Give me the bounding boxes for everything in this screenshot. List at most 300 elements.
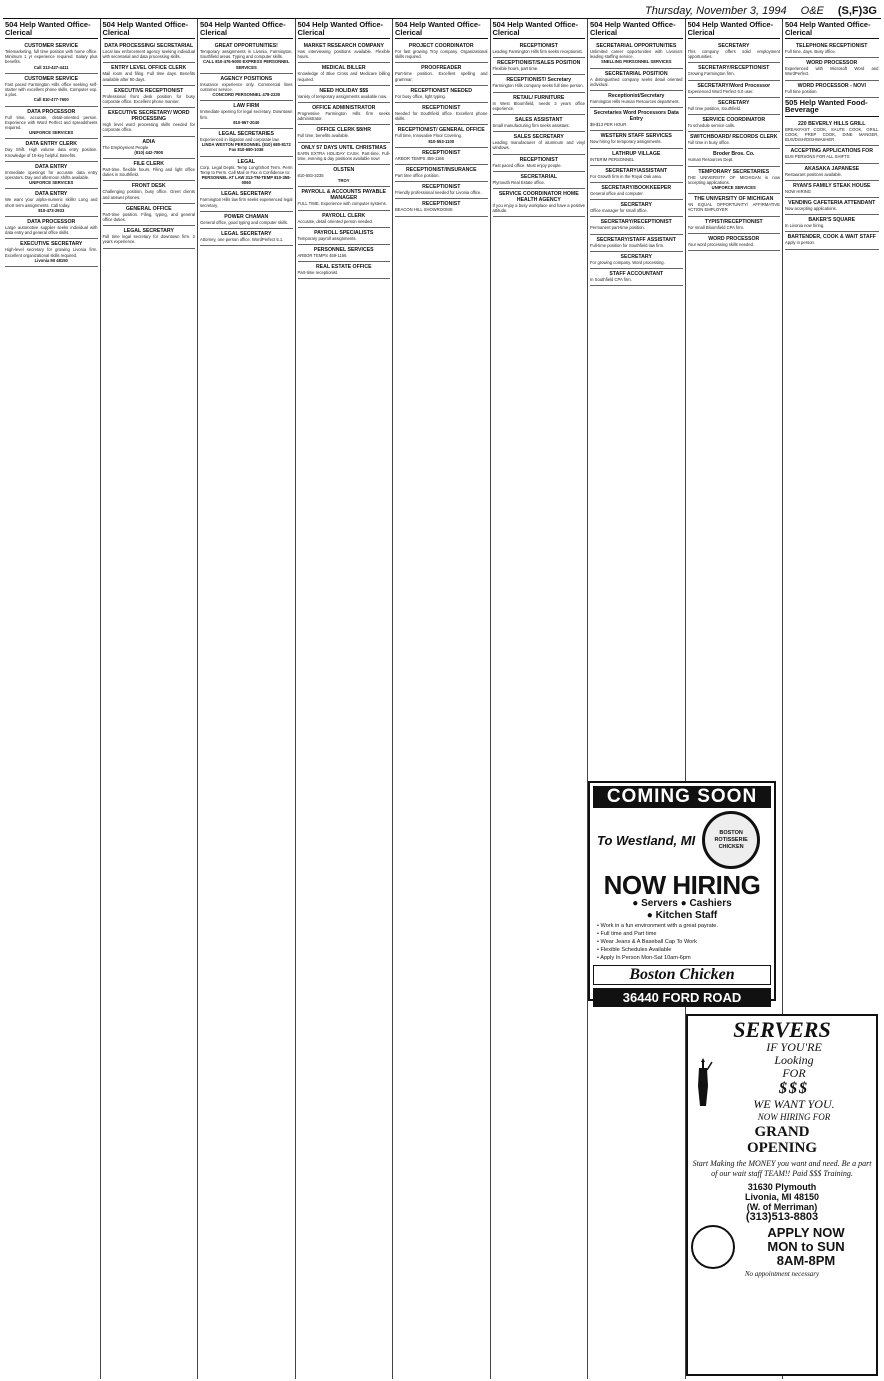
if-youre-text: IF YOU'RE [766,1040,822,1054]
ad-body: Accurate, detail oriented person needed. [297,218,373,224]
ad-body: In Southfield CPA firm. [590,277,632,283]
classified-ad [493,155,586,172]
ad-title: RECEPTIONIST/ GENERAL OFFICE [397,127,485,134]
classified-ad [5,139,98,161]
ad-body: The Employment People [102,144,149,150]
address-line-1: 31630 Plymouth [747,1182,817,1192]
ad-title: BARTENDER, COOK & WAIT STAFF [787,234,876,241]
ad-body: This company offers solid employment opportunities. [687,49,780,60]
classified-ad [785,81,879,98]
ad-body: BEACON HILL SHOWROOMS [395,207,453,213]
ad-body: Full time position. [785,88,818,94]
ad-title: ACCEPTING APPLICATIONS FOR [790,148,873,155]
ad-body: If you enjoy a busy workplace and have a positive attitude. [492,203,585,214]
hours-text: 8AM-8PM [776,1253,836,1268]
ad-body: Variety of temporary assignments available now. [297,93,388,99]
ad-contact: CONCORD PERSONNEL 478-2230 [212,92,281,98]
classified-ad [298,125,391,142]
classified-ad [298,86,391,103]
ad-title: PROJECT COORDINATOR [408,43,474,49]
benefit-item: • Flexible Schedules Available [597,947,672,953]
classified-ad [395,86,488,103]
ad-title: RECEPTIONIST/INSURANCE [405,167,477,174]
classified-ad [103,86,196,108]
classified-ad [395,182,488,199]
classified-ad [590,269,683,286]
classified-ad [493,132,586,154]
ad-body: Farmington Hills Human Resources department. [590,99,680,105]
classified-ad [590,217,683,234]
column-9-listings [785,20,879,640]
classified-ad [590,200,683,217]
benefit-item: • Full time and Part time [597,931,657,937]
ad-title: TYPIST/RECEPTIONIST [704,218,763,225]
logo-text: BOSTON ROTISSERIE CHICKEN [714,829,748,850]
classified-ad [200,74,293,102]
classified-ad [785,164,879,181]
classified-ad [590,108,683,131]
ad-title: AKASAKA JAPANESE [804,165,860,172]
ad-title: MEDICAL BILLER [321,65,366,72]
ad-title: OLSTEN [333,167,355,174]
ad-body: Challenging position, busy office. Greet clients and answer phones. [102,189,195,200]
column-2 [101,19,199,1379]
ad-body: Experienced with Microsoft Word and WordPerfect. [785,66,879,77]
ad-body: $9-$13 PER HOUR [590,122,627,128]
classified-ad [103,63,196,85]
column-5 [393,19,491,1379]
ad-title: PERSONNEL SERVICES [313,247,374,254]
masthead-date: Thursday, November 3, 1994 [644,5,787,17]
ad-body: ARBOR TEMPS 459-1166 [395,155,444,161]
ad-body: Office manager for small office. [590,208,648,214]
ad-body: Human Resources Dept. [687,157,734,163]
ad-body: General office, good typing and computer skills. [200,219,289,225]
no-appointment-note: No appointment necessary [744,1270,820,1278]
ad-body: Full time, Innovative Floor Covering. [395,133,463,139]
classified-ad [200,129,293,157]
ad-title: TEMPORARY SECRETARIES [698,168,770,175]
ad-contact: SNELLING PERSONNEL SERVICES [600,59,672,65]
ad-body: High-level secretary for growing Livonia firm. Excellent organizational skills required. [5,247,98,258]
boston-chicken-logo-icon [702,811,760,869]
classified-ad [200,212,293,229]
now-hiring-heading: NOW HIRING [603,870,761,900]
classified-ad [785,181,879,198]
classified-ad [395,63,488,85]
ad-body: Immediate opening for legal secretary. Downtown firm. [200,109,293,120]
classified-ad [103,204,196,226]
classified-ad [298,165,391,187]
classified-ad [493,172,586,189]
masthead-paper: O&E [800,5,824,17]
classified-ad [5,41,98,74]
classified-ad [298,262,391,279]
classified-ad [200,157,293,190]
ad-title: Secretaries Word Processors Data Entry [593,110,679,123]
category-header: 504 Help Wanted Office-Clerical [5,20,98,39]
column-1 [3,19,101,1379]
classified-ad [103,137,196,159]
ad-body: THE UNIVERSITY OF MICHIGAN is now accepting applications. [687,174,780,185]
ad-body: Part time office position. [395,173,440,179]
money-text: $$$ [779,1080,809,1097]
ad-title: SECRETARIAL OPPORTUNITIES [596,43,677,49]
classified-ad [200,101,293,129]
column-4 [296,19,394,1379]
looking-text: Looking [774,1053,814,1067]
ad-body: Temporary assignments in Livonia, Farmington, Southfield areas. Typing and computer skills. [200,49,293,60]
ad-title: GENERAL OFFICE [125,205,172,212]
ad-title: SALES ASSISTANT [514,117,563,124]
ad-body: To schedule service calls. [687,123,735,129]
ad-title: DATA ENTRY [35,163,68,170]
ad-title: LATHRUP VILLAGE [612,150,661,157]
for-text: FOR [782,1066,806,1080]
ad-title: SECRETARY [620,202,652,209]
ad-title: WORD PROCESSOR [806,60,858,67]
classified-ad [395,199,488,216]
role-servers: ● Servers ● Cashiers [632,898,732,909]
ad-title: SALES SECRETARY [513,134,564,141]
ad-title: THE UNIVERSITY OF MICHIGAN [694,196,774,203]
classified-ad [590,183,683,200]
ad-body: EARN EXTRA HOLIDAY CASH. Part-time, Full-time, evening & day positions available now! [297,150,390,161]
ad-body: NOW HIRING [785,188,812,194]
address-line-3: (W. of Merriman) [746,1202,818,1212]
ad-contact: 810-967-2040 [233,119,260,125]
ad-title: DATA PROCESSING/ SECRETARIAL [104,43,194,49]
classified-ad [785,58,879,80]
ad-body: Full time legal secretary for downtown firm. 2 years experience. [102,234,195,245]
ad-title: RECEPTIONIST NEEDED [410,87,472,94]
column-7-listings [590,20,683,790]
ad-body: Professional front desk position for busy corporate office. Excellent phone manner. [102,93,195,105]
classified-ad [493,93,586,115]
ad-title: PROOFREADER [421,65,462,72]
ad-body: Part-time receptionist. [297,270,339,276]
now-hiring-for-text: NOW HIRING FOR [757,1112,831,1122]
category-header: 504 Help Wanted Office-Clerical [200,20,293,39]
ad-body: Restaurant positions available. [785,171,843,177]
classified-ad [493,41,586,58]
ad-title: MARKET RESEARCH COMPANY [303,43,384,49]
ad-title: ENTRY LEVEL OFFICE CLERK [111,65,187,72]
ad-title: LAW FIRM [233,103,260,110]
ad-body: A distinguished company seeks detail oriented individual. [590,76,683,87]
classified-ad [298,63,391,85]
ad-body: Attorney, one person office. WordPerfect 5.1. [200,237,284,243]
restaurant-logo-icon [691,1225,735,1269]
classified-ad [688,132,781,149]
classified-ad [688,81,781,98]
ad-body: Now hiring for temporary assignments. [590,139,662,145]
ad-title: SECRETARY/Word Processor [697,82,771,89]
classified-ad [298,103,391,125]
ad-title: OFFICE CLERK $8/HR [316,127,371,134]
benefit-item: • Work in a fun environment with a great payrate. [597,923,718,929]
masthead-section: (S,F)3G [837,5,877,17]
classified-ad [590,166,683,183]
ad-contact: 810-473-2933 [38,207,65,213]
classified-ad [688,167,781,195]
location-text: To Westland, MI [597,832,696,848]
apply-now-text: APPLY NOW [767,1225,845,1240]
ad-body: Full time, accurate, detail-oriented person. Experience with Word Perfect and spreadsheets required. [5,114,98,131]
ad-body: For busy office, light typing. [395,93,446,99]
ad-title: SECRETARIAL POSITION [604,70,668,77]
classified-ad [688,115,781,132]
classified-ad [785,215,879,232]
ad-title: DATA PROCESSOR [27,219,76,226]
ad-title: GREAT OPPORTUNITIES! [214,43,278,49]
classified-ad [590,149,683,166]
ad-title: VENDING CAFETERIA ATTENDANT [788,200,876,207]
category-header: 504 Help Wanted Office-Clerical [590,20,683,39]
ad-contact: UNIFORCE SERVICES [29,180,74,186]
ad-title: AGENCY POSITIONS [220,75,273,82]
ad-body: Local law enforcement agency seeking individual with secretarial and data processing skills. [102,49,195,60]
classified-ad [688,194,781,216]
ad-title: LEGAL SECRETARIES [218,131,274,138]
ad-title: SECRETARY [718,43,750,49]
ad-title: FILE CLERK [133,161,165,168]
classified-ad [493,75,586,92]
classified-ad [298,143,391,165]
ad-body: Leading manufacturer of aluminum and vinyl windows. [492,140,585,151]
ad-body: Full time in busy office. [687,140,731,146]
ad-title: EXECUTIVE SECRETARY/ WORD PROCESSING [107,110,190,123]
ad-body: Flexible hours, part time. [492,66,539,72]
ad-body: We want your alpha-numeric skills! Long and short term assignments. Call today. [5,197,98,208]
ad-body: AN EQUAL OPPORTUNITY/ AFFIRMATIVE ACTION EMPLOYER [687,202,780,213]
ad-body: Day Shift. High volume data entry position. Knowledge of 10-key helpful. Benefits. [5,147,98,158]
we-want-you-text: WE WANT YOU. [753,1097,835,1111]
classified-ad [395,125,488,147]
ad-body: Telemarketing, full time position with home office. Minimum 1 yr experience required. Salary plus benefits. [5,49,98,65]
ad-body: FULL TIME. Experience with computer systems. [297,201,387,207]
classified-ad [688,149,781,166]
classified-ad [688,234,781,251]
ad-title: RECEPTIONIST/ Secretary [506,77,572,84]
classified-ad [5,239,98,267]
benefit-item: • Apply In Person Mon-Sat 10am-6pm [597,955,691,961]
ad-body: Now accepting applications. [785,206,837,212]
roles-list [593,898,771,922]
ad-body: General office and computer. [590,191,644,197]
column-8-listings [688,20,781,790]
ad-title: WORD PROCESSOR - NOVI [797,82,866,89]
ad-body: Has interviewing positions available. Flexible hours. [297,49,390,60]
classified-ad [590,235,683,252]
ad-body: Full-time position for Southfield law firm. [590,242,665,248]
ad-body: Small manufacturing firm seeks assistant. [492,123,570,129]
classified-ad [688,98,781,115]
ad-title: SECRETARY [718,99,750,106]
ad-title: RECEPTIONIST/SALES POSITION [497,60,581,67]
ad-body: BREAKFAST COOK, SAUTE COOK, GRILL COOK, PREP COOK, DINE MANGER, BUS/DISH/DISHWASHER [785,126,879,143]
classified-ad [103,41,196,63]
ad-title: EXECUTIVE RECEPTIONIST [114,87,184,94]
phone-number: (313)513-8803 [745,1211,819,1223]
classified-ad [5,107,98,140]
ad-title: Receptionist/Secretary [608,93,665,100]
ad-title: NEED HOLIDAY $$$ [319,87,369,94]
classified-ad [103,181,196,203]
ad-title: SECRETARY/RECEPTIONIST [698,65,770,72]
ad-body: For fast growing Troy company. Organizational skills required. [395,49,488,60]
address-line-2: Livonia, MI 48150 [744,1192,820,1202]
ad-title: RECEPTIONIST [422,184,461,191]
ad-title: RETAIL/ FURNITURE [513,94,565,101]
classified-ad [5,162,98,190]
category-header: 504 Help Wanted Office-Clerical [298,20,391,39]
ad-title: FRONT DESK [131,183,166,190]
ad-body: BUS PERSONS FOR ALL SHIFTS [785,154,850,160]
classified-ad [590,131,683,148]
classified-ad [200,41,293,74]
ad-body: In Livonia now hiring. [785,223,825,229]
ad-body: Part-time position. Excellent spelling and grammar. [395,71,488,82]
ad-contact: UNIFORCE SERVICES [711,185,756,191]
ad-title: CUSTOMER SERVICE [24,43,79,49]
ad-contact: Livonia MI 48150 [34,257,68,263]
ad-body: Experienced Word Perfect 6.0 user. [687,88,754,94]
ad-title: ONLY 57 DAYS UNTIL CHRISTMAS [301,144,387,151]
classified-ad [688,217,781,234]
ad-title: SECRETARY/RECEPTIONIST [600,219,672,226]
classified-ad [688,41,781,63]
ad-body: Fast paced Farmington Hills office seeking self-starter with excellent phone skills. Computer exp. a plus. [5,81,98,98]
days-text: MON to SUN [767,1239,845,1254]
classified-ad [590,252,683,269]
ad-title: SWITCHBOARD/ RECORDS CLERK [689,134,778,141]
classified-ad [785,41,879,58]
ad-title: SECRETARY/BOOKKEEPER [601,185,672,192]
ad-title: PAYROLL CLERK [322,212,366,219]
ad-body: Corp. Legal Depts. Temp Long/Short Term. Perm Temp to Perm. Call Mail or Fax in Confidence to: [200,164,293,175]
classified-ad [590,69,683,91]
ad-body: Full time, benefits available. [297,133,350,139]
classified-ad [590,41,683,69]
column-7 [588,19,686,1379]
classified-ad [200,229,293,246]
brand-name: Boston Chicken [593,965,771,985]
ad-body: Fast paced office. Must enjoy people. [492,162,562,168]
classified-ad [103,226,196,248]
servers-title: SERVERS [733,1017,831,1042]
ad-title: SECRETARY/STAFF ASSISTANT [596,236,676,243]
ad-body: ARBOR TEMPS 459-1166 [297,253,347,259]
ad-body: Part-time position. Filing, typing, and general office duties. [102,211,195,223]
ad-body: For growing company. Word processing. [590,259,665,265]
ad-body: In West Bloomfield, needs 3 years office experience. [492,100,585,111]
benefits-list [593,922,771,962]
ad-title: POWER CHAMAN [224,213,269,220]
role-kitchen: ● Kitchen Staff [646,910,718,921]
ad-title: RYAN'S FAMILY STEAK HOUSE [792,182,871,189]
ad-body: Plymouth Real Estate office. [492,179,546,185]
ad-title: PAYROLL & ACCOUNTS PAYABLE MANAGER [301,189,387,202]
ad-contact: 810-553-1100 [428,138,455,144]
ad-contact: CALL 810-476-5000 EXPRESS PERSONNEL SERVICES [203,59,290,70]
ad-body: INTERIM PERSONNEL [590,156,635,162]
ad-title: REAL ESTATE OFFICE [315,264,372,271]
category-header: 504 Help Wanted Office-Clerical [103,20,196,39]
ad-title: WORD PROCESSOR [708,235,760,242]
ad-body: Unlimited career opportunities with Livonia's leading staffing service. [590,49,683,60]
ad-body: Full time position, Southfield. [687,105,742,111]
category-header: 504 Help Wanted Office-Clerical [785,20,879,39]
ad-title: TELEPHONE RECEPTIONIST [796,43,868,49]
classified-ad [785,198,879,215]
ad-contact: PERSONNEL AT LAW 313-TM-TEMP 810-358-0060 [201,175,291,186]
classified-ad [493,189,586,217]
classified-ad [688,63,781,80]
pitch-text: Start Making the MONEY you want and need. Be a part of our wait staff TEAM!! Paid $$$ Training. [692,1159,872,1178]
ad-body: Experienced in litigation and corporate law. [200,137,280,143]
ad-body: High level word processing skills needed for corporate office. [102,122,195,133]
ad-title: RECEPTIONIST [519,43,558,49]
ad-body: Temporary payroll assignments. [297,235,357,241]
ad-body: For Growth firm in the Royal Oak area. [590,173,662,179]
ad-title: DATA ENTRY [35,191,68,198]
ad-title: LEGAL SECRETARY [123,228,174,235]
ad-body: Knowledge of Blue Cross and Medicare billing required. [297,71,390,82]
category-header: 504 Help Wanted Office-Clerical [688,20,781,39]
classified-ad [103,108,196,136]
ad-title: LEGAL [237,158,256,165]
ad-contact: UNIFORCE SERVICES [29,130,74,136]
ad-title: RECEPTIONIST [422,201,461,208]
classified-ad [298,41,391,63]
ad-body: 810-583-3235 [297,173,324,179]
ad-body: Growing Farmington firm. [687,71,735,77]
masthead [3,4,881,19]
classified-ad [395,165,488,182]
classified-ad [785,146,879,163]
ad-body: Leading Farmington Hills firm seeks receptionist. [492,49,583,54]
ad-title: OFFICE ADMINISTRATOR [312,105,376,112]
ad-body: Permanent part-time position. [590,225,645,231]
classified-ad [298,187,391,210]
ad-title: CUSTOMER SERVICE [24,75,79,82]
classified-ad [590,91,683,108]
category-header: 505 Help Wanted Food-Beverage [785,98,879,117]
category-header: 504 Help Wanted Office-Clerical [395,20,488,39]
ad-title: SECRETARY [620,253,652,260]
ad-title: Broder Bros. Co. [712,151,755,158]
grand-text: GRAND [754,1124,810,1140]
classified-ad [785,119,879,147]
ad-title: SECRETARY/ASSISTANT [605,167,668,174]
ad-contact: TROY [337,178,350,184]
coming-soon-banner: COMING SOON [593,786,771,808]
ad-body: Farmington Hills company seeks full time person. [492,83,584,89]
ad-contact: (810) 442-7800 [134,149,164,155]
classified-ad [395,41,488,63]
ad-body: Progressive Farmington Hills firm seeks administrator. [297,111,390,122]
classified-ad [298,228,391,245]
classified-ad [395,103,488,125]
column-3 [198,19,296,1379]
ad-body: Immediate openings for accurate data entry operators. Day and afternoon shifts available. [5,169,98,181]
ad-body: Apply in person. [785,240,816,246]
ad-body: Farmington Hills law firm seeks experienced legal secretary. [200,197,293,208]
ad-title: SERVICE COORDINATOR [702,117,766,124]
ad-title: BAKER'S SQUARE [808,217,856,224]
ad-title: LEGAL SECRETARY [221,191,272,198]
